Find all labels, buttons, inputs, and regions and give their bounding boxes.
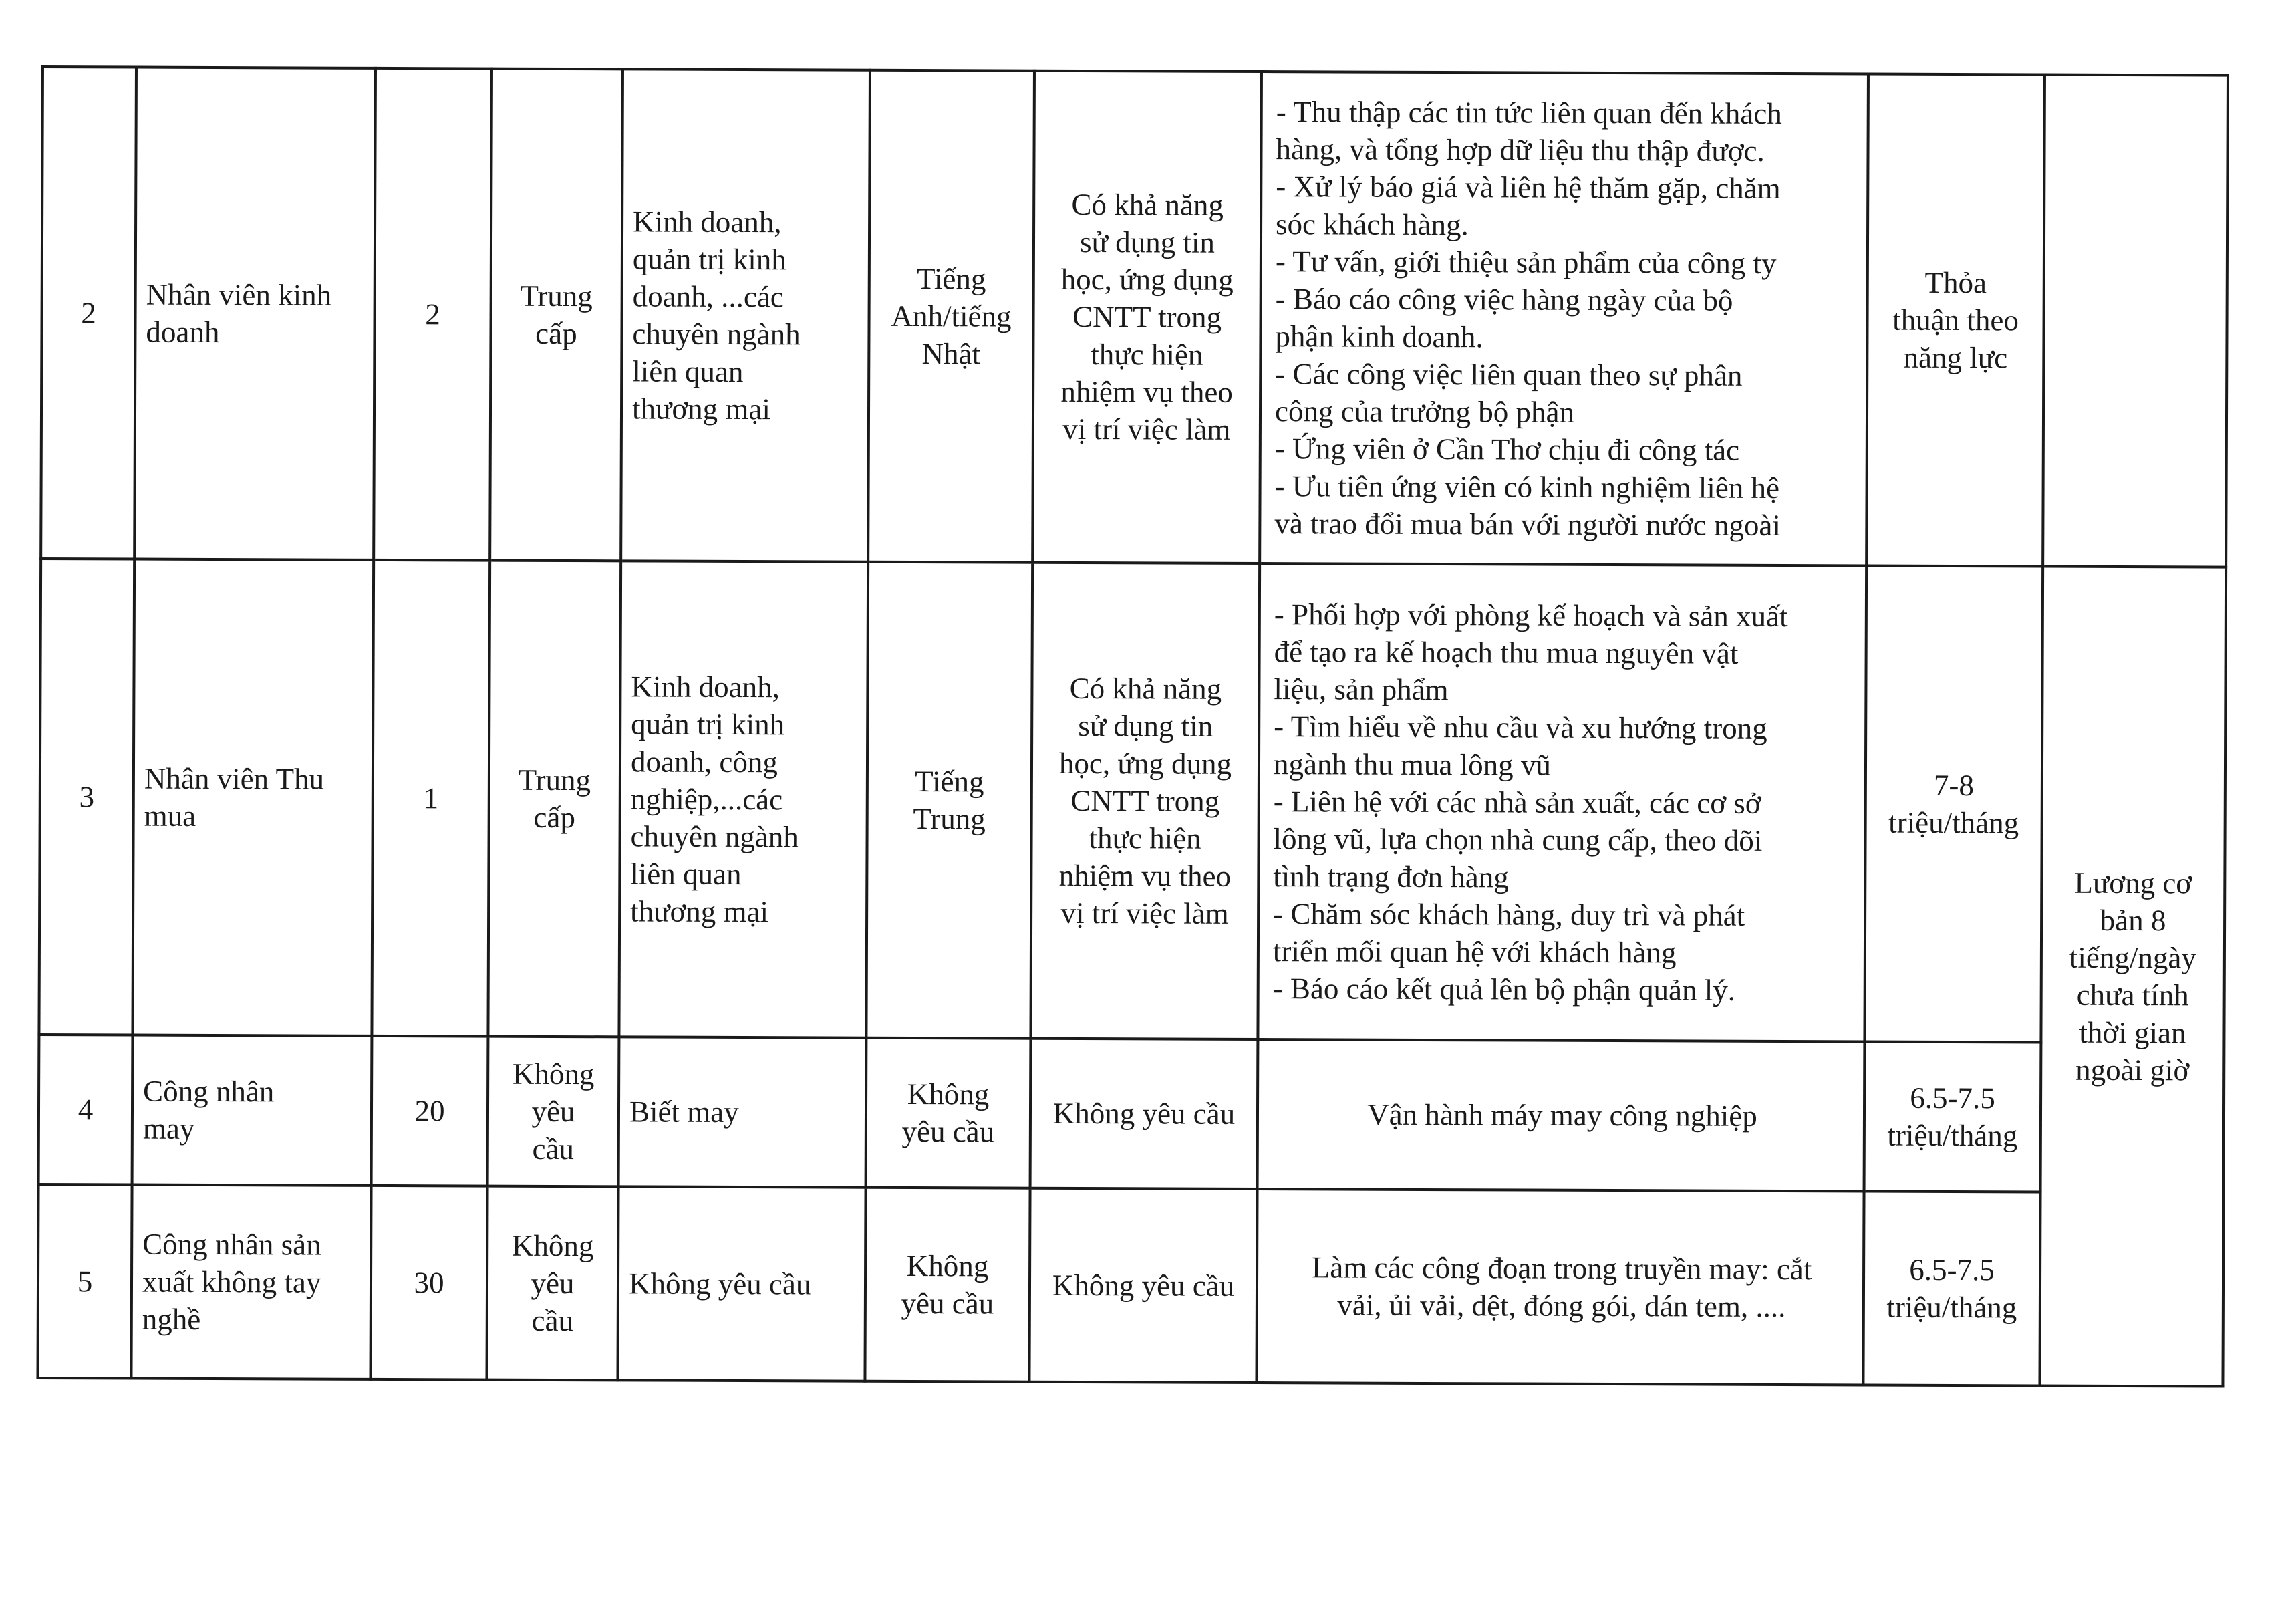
salary: Thỏa thuận theo năng lực: [1866, 74, 2045, 566]
salary: 6.5-7.5 triệu/tháng: [1863, 1191, 2040, 1385]
salary-note: Lương cơ bản 8 tiếng/ngày chưa tính thời gian ngoài giờ: [2039, 567, 2226, 1387]
row-number: 2: [41, 67, 136, 559]
table-row: [39, 1035, 2225, 1193]
quantity: 20: [372, 1036, 488, 1186]
salary: 7-8 triệu/tháng: [1864, 565, 2043, 1042]
position-title: Công nhân sản xuất không tay nghề: [131, 1185, 371, 1379]
table-row: [39, 559, 2226, 1043]
row-number: 4: [39, 1035, 133, 1185]
note-cell-empty: [2043, 75, 2228, 567]
it-skill: Có khả năng sử dụng tin học, ứng dụng CNTT trong thực hiện nhiệm vụ theo vị trí việc làm: [1032, 71, 1262, 563]
language: Không yêu cầu: [865, 1188, 1030, 1382]
quantity: 30: [370, 1186, 487, 1380]
major: Kinh doanh, quản trị kinh doanh, công nghiệp,...các chuyên ngành liên quan thương mại: [619, 561, 868, 1037]
row-number: 3: [39, 559, 134, 1035]
table-row: [41, 67, 2228, 567]
job-description: Vận hành máy may công nghiệp: [1258, 1039, 1865, 1191]
job-description: Làm các công đoạn trong truyền may: cắt vải, ủi vải, dệt, đóng gói, dán tem, ....: [1256, 1189, 1864, 1385]
table-row: [37, 1184, 2223, 1387]
education-level: Trung cấp: [490, 69, 623, 561]
recruitment-table: [36, 65, 2229, 1388]
salary: 6.5-7.5 triệu/tháng: [1864, 1041, 2041, 1192]
education-level: Trung cấp: [488, 561, 621, 1037]
major: Kinh doanh, quản trị kinh doanh, ...các chuyên ngành liên quan thương mại: [621, 69, 870, 561]
quantity: 2: [374, 68, 492, 561]
language: Tiếng Anh/tiếng Nhật: [868, 70, 1034, 563]
job-description: - Phối hợp với phòng kế hoạch và sản xuất để tạo ra kế hoạch thu mua nguyên vật liệu, sản phẩm - Tìm hiểu về nhu cầu và xu hướng trong ngành thu mua lông vũ - Liên hệ với các nhà sản xuất, các cơ sở lông vũ, lựa chọn nhà cung cấp, theo dõi tình trạng đơn hàng - Chăm sóc khách hàng, duy trì và phát triển mối quan hệ với khách hàng - Báo cáo kết quả lên bộ phận quản lý.: [1258, 563, 1866, 1041]
it-skill: Không yêu cầu: [1030, 1039, 1258, 1189]
position-title: Nhân viên kinh doanh: [134, 68, 376, 560]
language: Tiếng Trung: [866, 562, 1032, 1039]
position-title: Nhân viên Thu mua: [132, 559, 374, 1036]
language: Không yêu cầu: [866, 1038, 1031, 1188]
major: Không yêu cầu: [617, 1186, 865, 1381]
it-skill: Không yêu cầu: [1029, 1188, 1257, 1383]
row-number: 5: [37, 1184, 132, 1379]
it-skill: Có khả năng sử dụng tin học, ứng dụng CNTT trong thực hiện nhiệm vụ theo vị trí việc làm: [1030, 563, 1260, 1039]
quantity: 1: [372, 560, 490, 1037]
job-description: - Thu thập các tin tức liên quan đến khách hàng, và tổng hợp dữ liệu thu thập được. - Xử lý báo giá và liên hệ thăm gặp, chăm sóc khách hàng. - Tư vấn, giới thiệu sản phẩm của công ty - Báo cáo công việc hàng ngày của bộ phận kinh doanh. - Các công việc liên quan theo sự phân công của trưởng bộ phận - Ứng viên ở Cần Thơ chịu đi công tác - Ưu tiên ứng viên có kinh nghiệm liên hệ và trao đổi mua bán với người nước ngoài: [1260, 72, 1868, 565]
position-title: Công nhân may: [132, 1035, 372, 1186]
education-level: Không yêu cầu: [486, 1186, 618, 1381]
education-level: Không yêu cầu: [488, 1037, 619, 1187]
major: Biết may: [619, 1037, 867, 1187]
